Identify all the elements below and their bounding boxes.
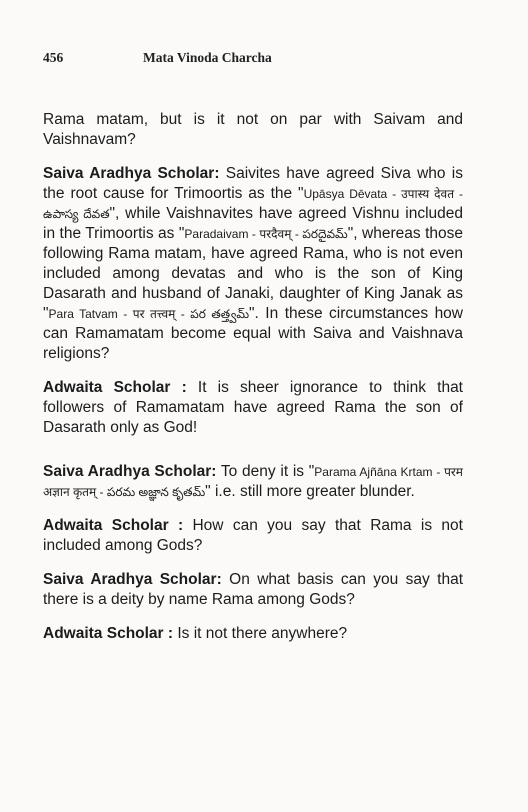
dialogue-paragraph	[43, 516, 463, 556]
sanskrit-term: Upāsya Dēvata - उपास्य देवत - ఉపాస్య దేవత	[43, 187, 463, 221]
dialogue-text: ". In these circumstances how can Ramamatam become equal with Saiva and Vaishnava religions?	[43, 305, 463, 362]
sanskrit-term: Para Tatvam - पर तत्त्वम् - పర తత్త్వమ్	[48, 307, 250, 321]
page-number: 456	[43, 50, 64, 65]
dialogue-text: On what basis can you say that there is a deity by name Rama among Gods?	[43, 571, 463, 608]
dialogue-text: How can you say that Rama is not included among Gods?	[43, 517, 463, 554]
dialogue-body	[43, 110, 463, 658]
running-title: Mata Vinoda Charcha	[143, 50, 272, 65]
sanskrit-term: Parama Ajñāna Krtam - परम अज्ञान कृतम् - పరమ అజ్ఞాన కృతమ్	[43, 465, 463, 499]
dialogue-text: Is it not there anywhere?	[173, 625, 348, 642]
dialogue-text: ", while Vaishnavites have agreed Vishnu included in the Trimoortis as "	[43, 205, 463, 242]
dialogue-paragraph	[43, 110, 463, 150]
speaker-label: Saiva Aradhya Scholar:	[43, 463, 217, 480]
dialogue-text: It is sheer ignorance to think that followers of Ramamatam have agreed Rama the son of Dasarath only as God!	[43, 379, 463, 436]
dialogue-paragraph	[43, 624, 463, 644]
dialogue-text: To deny it is "	[216, 463, 315, 480]
speaker-label: Adwaita Scholar :	[43, 517, 184, 534]
dialogue-text: Rama matam, but is it not on par with Saivam and Vaishnavam?	[43, 111, 463, 148]
speaker-label: Saiva Aradhya Scholar:	[43, 571, 222, 588]
dialogue-paragraph	[43, 570, 463, 610]
speaker-label: Adwaita Scholar :	[43, 379, 187, 396]
speaker-label: Saiva Aradhya Scholar:	[43, 165, 220, 182]
sanskrit-term: Paradaivam - परदैवम् - పరదైవమ్	[184, 227, 348, 241]
dialogue-paragraph	[43, 462, 463, 502]
dialogue-paragraph	[43, 164, 463, 364]
dialogue-paragraph	[43, 378, 463, 438]
dialogue-text: Saivites have agreed Siva who is the root cause for Trimoortis as the "	[43, 165, 463, 202]
dialogue-text: " i.e. still more greater blunder.	[205, 483, 415, 500]
dialogue-text: ", whereas those following Rama matam, have agreed Rama, who is not even included among devatas and who is the son of King Dasarath and husband of Janaki, daughter of King Janak as "	[43, 225, 463, 322]
speaker-label: Adwaita Scholar :	[43, 625, 174, 642]
